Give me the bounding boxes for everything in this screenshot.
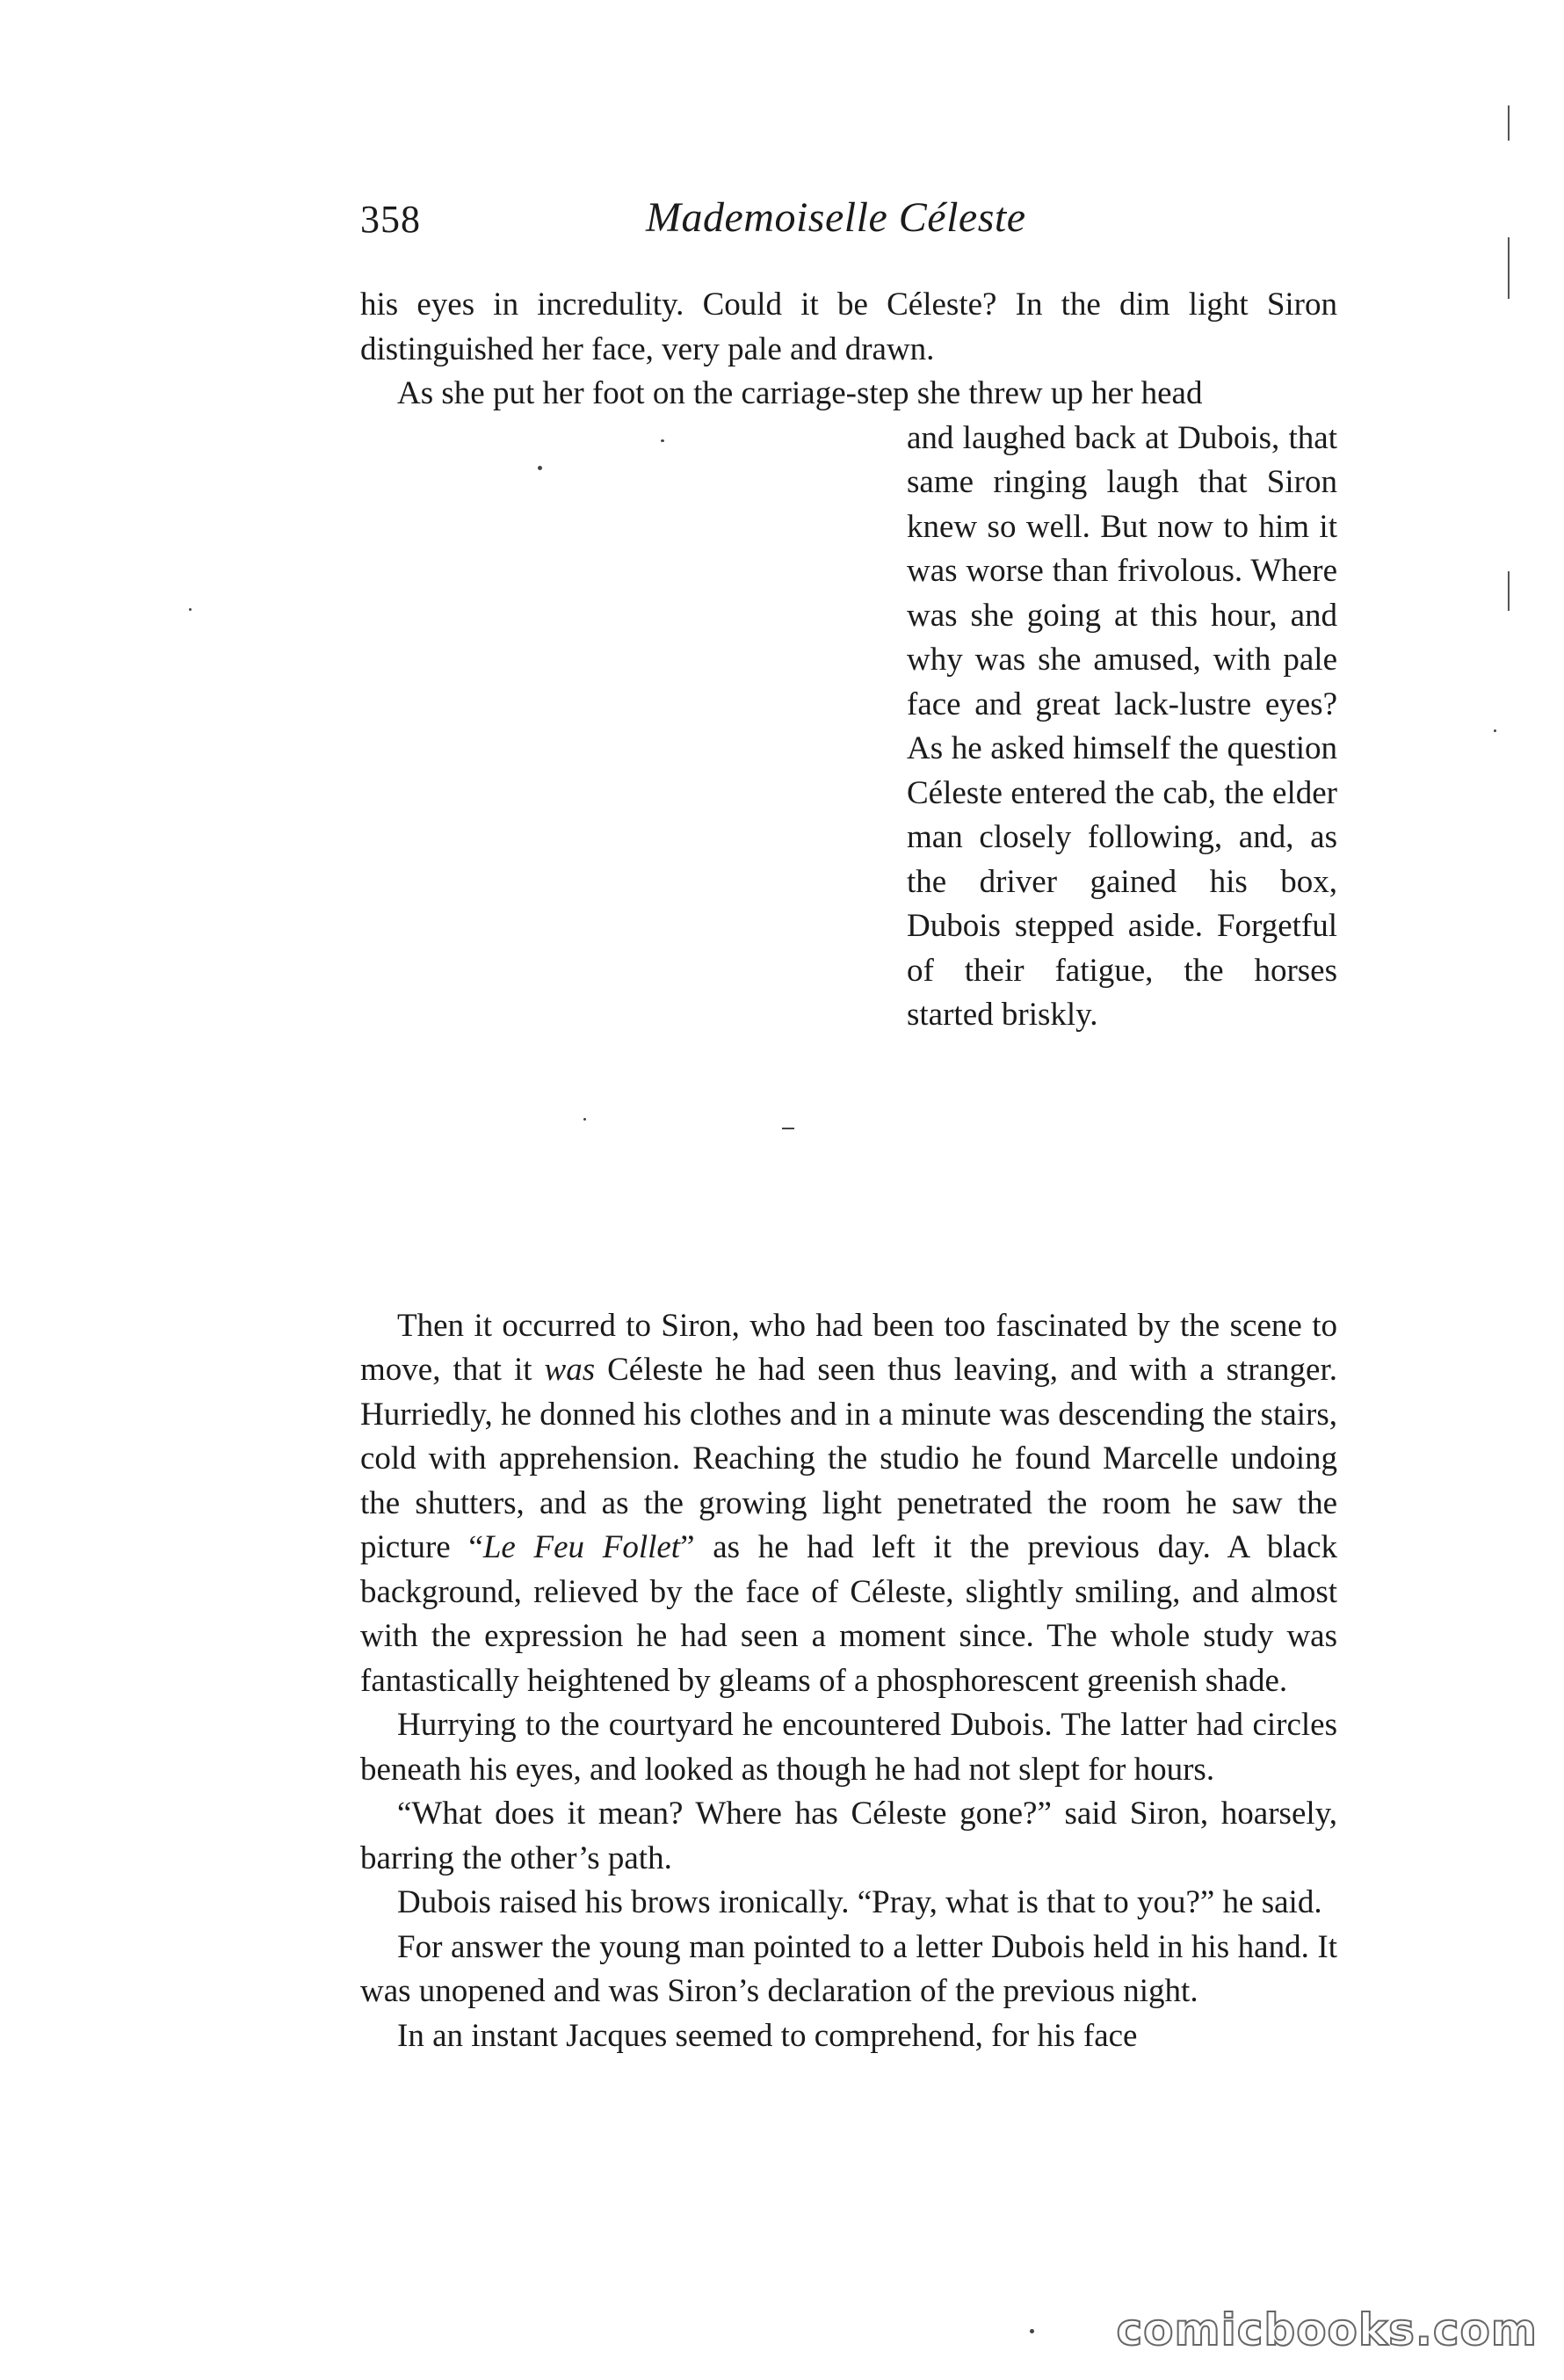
speck [583,1118,586,1121]
paragraph-7: For answer the young man pointed to a letter Dubois held in his hand. It was unopened and was Siron’s declaration of the previous night. [360,1928,1337,2009]
running-head [360,194,1337,250]
paragraph-4: Hurrying to the courtyard he encountered Dubois. The latter had circles beneath his eyes, and looked as though he had not slept for hours. [360,1707,1337,1788]
paragraph-8: In an instant Jacques seemed to comprehend, for his face [397,2017,1138,2054]
paragraph-6: Dubois raised his brows ironically. “Pray, what is that to you?” he said. [397,1884,1322,1920]
speck [189,608,192,611]
paragraph-3-emphasis: was [544,1352,596,1388]
speck [1030,2329,1034,2333]
site-watermark: comicbooks.com [1116,2304,1538,2355]
paragraph-3-part-1: Then it occurred to Siron, who had been too fascinated by the scene to move, that it [360,1307,1337,1388]
running-title: Mademoiselle Céleste [646,194,1026,241]
body-text [360,283,1337,2058]
scan-mark [1508,105,1510,141]
paragraph-2-first-line: As she put her foot on the carriage-step she threw up her head [397,375,1203,411]
paragraph-3-part-3: ” as he had left it the previous day. A black background, relieved by the face of Céleste, slightly smiling, and almost with the expression he had seen a moment since. The whole study was fantastically heightened by gleams of a phosphorescent greenish shade. [360,1529,1338,1699]
page-number: 358 [360,198,421,241]
speck [661,439,664,442]
paragraph-3-part-2: Céleste he had seen thus leaving, and with a stranger. Hurriedly, he donned his clothes and in a minute was descending the stairs, cold with apprehension. Reaching the studio he found Marcelle undoing the shutters, and as the growing light penetrated the room he saw the picture “ [360,1352,1337,1565]
scan-mark [1508,237,1510,299]
painting-title: Le Feu Follet [482,1529,681,1565]
speck [538,466,542,470]
speck [782,1128,794,1129]
paragraph-3 [360,1304,1337,1704]
scan-mark [1508,571,1510,611]
speck [1494,729,1496,732]
illustration-space [360,461,907,1304]
paragraph-5: “What does it mean? Where has Céleste gone?” said Siron, hoarsely, barring the other’s path. [360,1796,1337,1876]
paragraph-2-beside-illustration: and laughed back at Dubois, that same ringing laugh that Siron knew so well. But now to him it was worse than frivolous. Where was she going at this hour, and why was she amused, with pale face and great lack-lustre eyes? As he asked himself the question Céleste entered the cab, the elder man closely following, and, as the driver gained his box, Dubois stepped aside. Forgetful of their fatigue, the horses started briskly. [907,419,1337,1033]
paragraph-1: his eyes in incredulity. Could it be Céleste? In the dim light Siron distinguished her face, very pale and drawn. [360,287,1337,367]
